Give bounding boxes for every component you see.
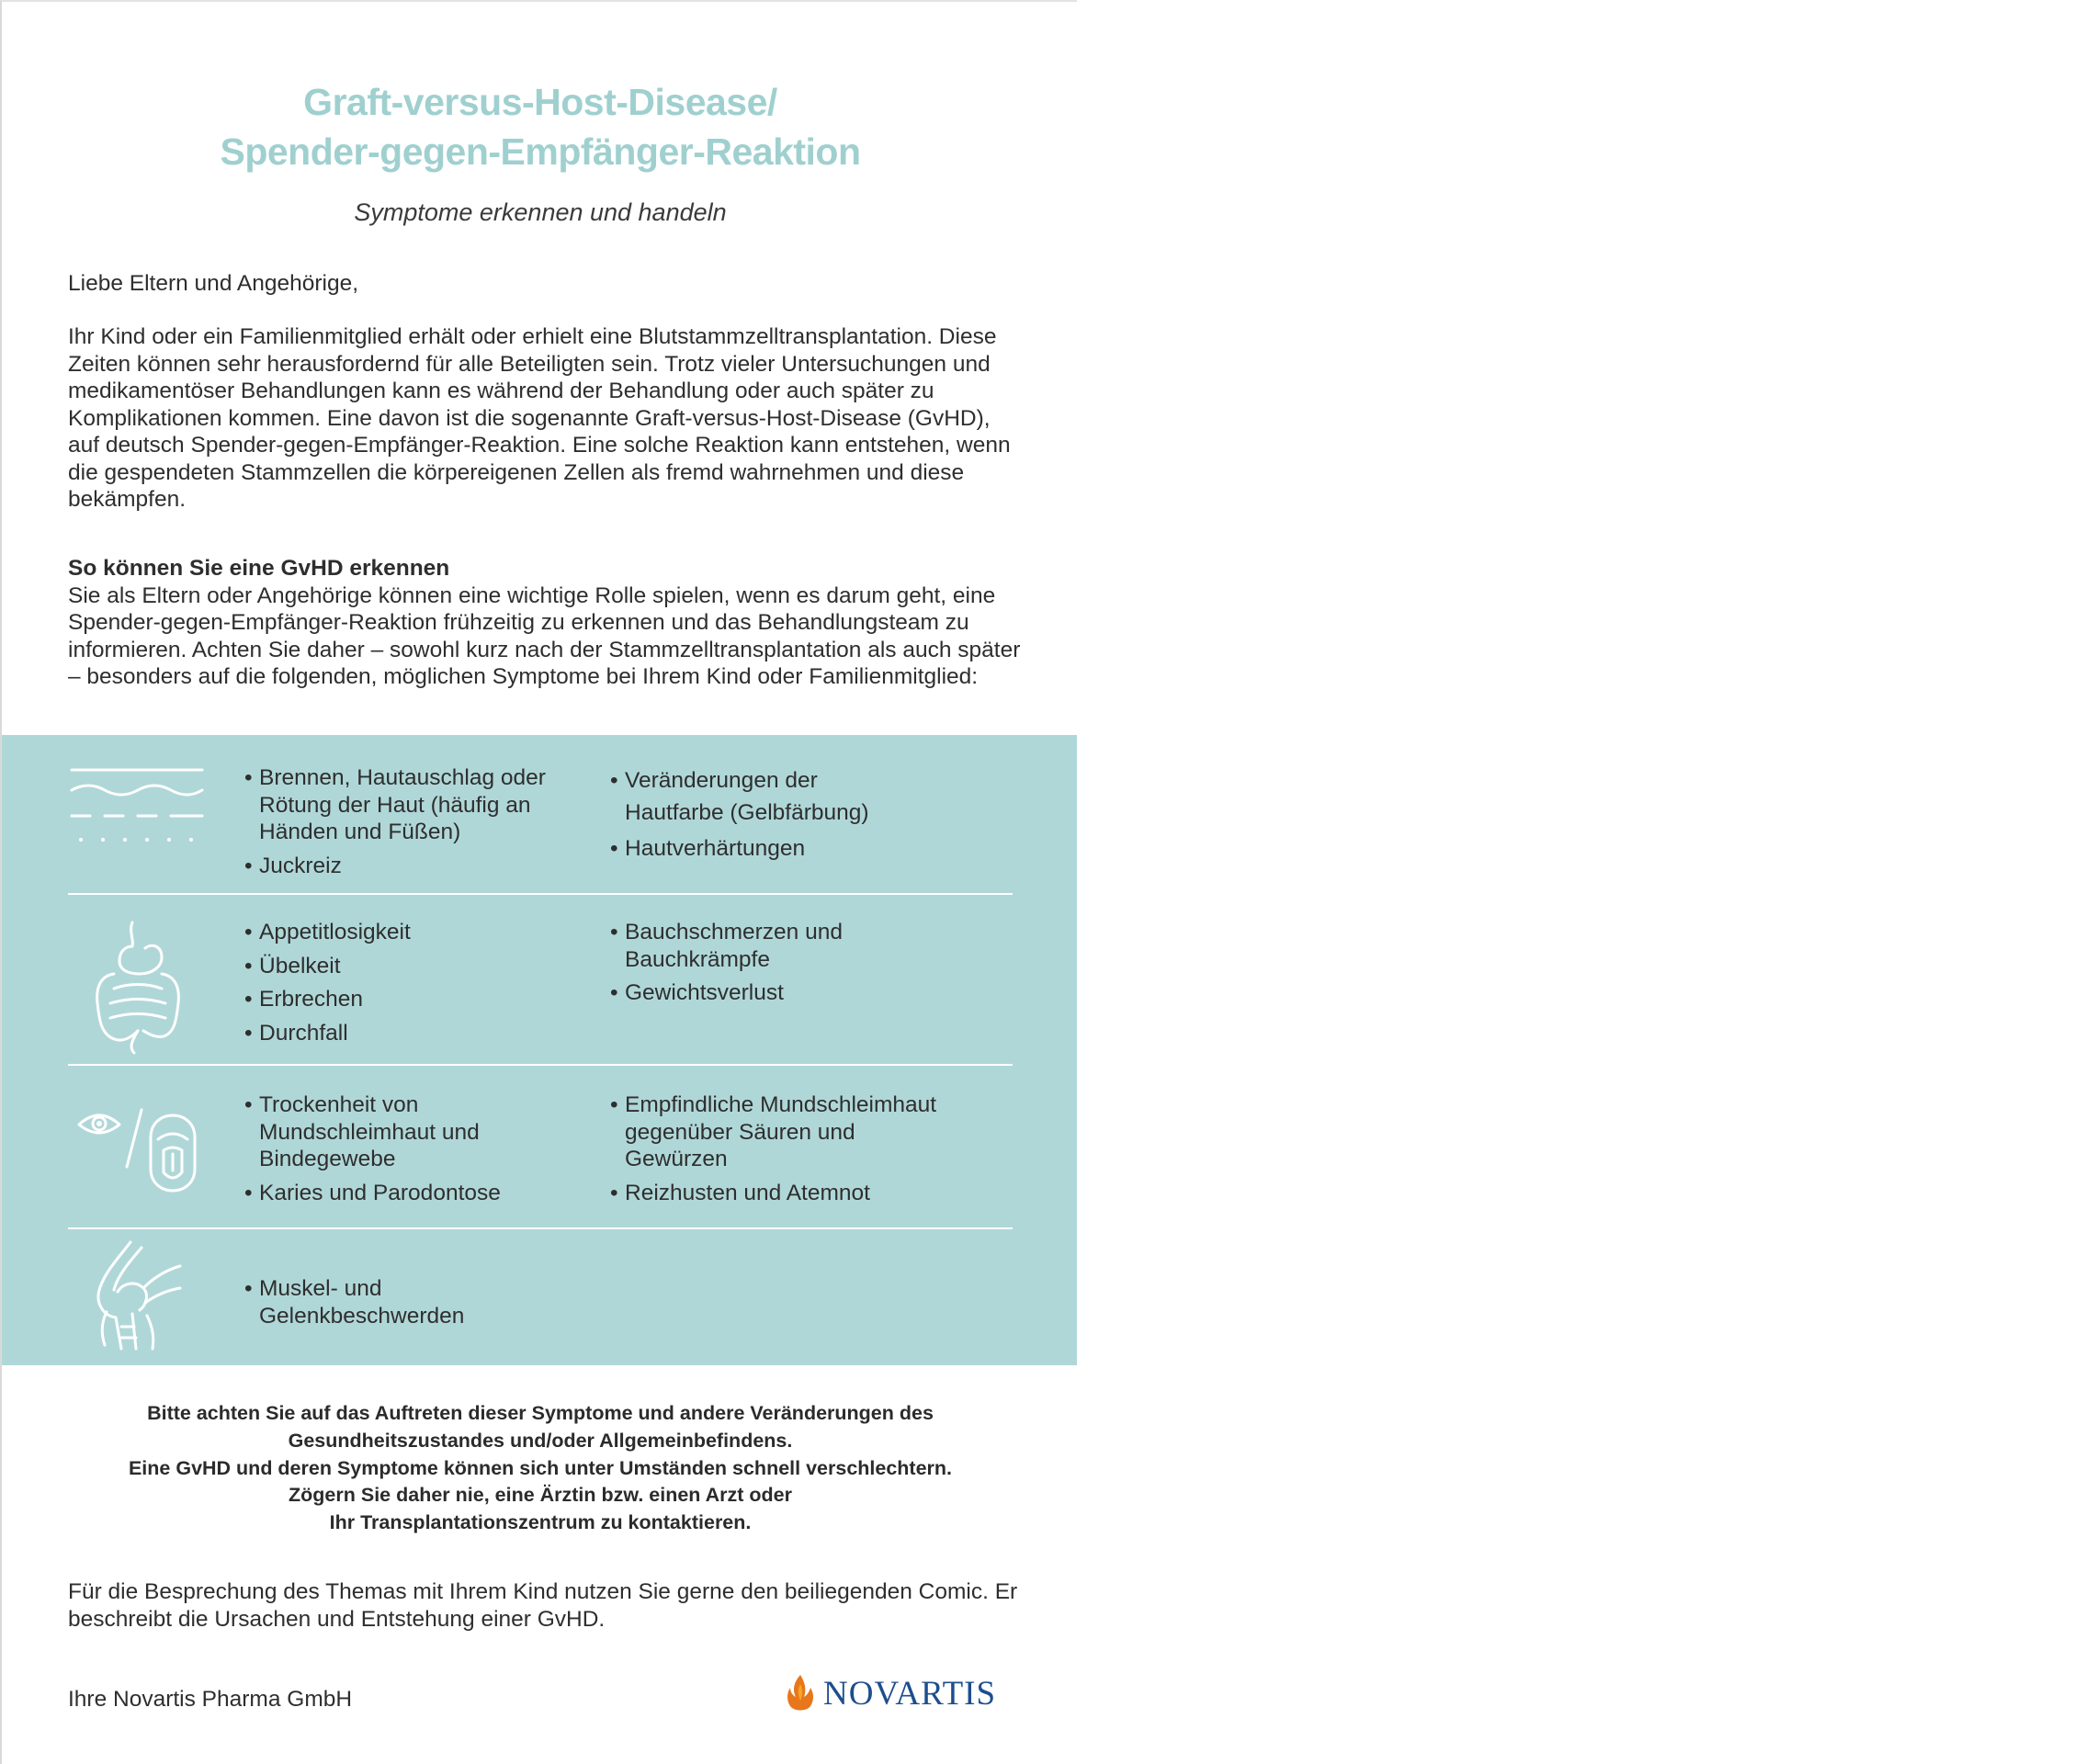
important-notice [57, 1400, 1024, 1537]
eye-mouth-symptoms-col1 [243, 1091, 601, 1213]
list-item: • Brennen, Hautauschlag oder Rötung der Haut (häufig an Händen und Füßen) [243, 764, 601, 846]
novartis-logo [785, 1672, 996, 1714]
list-item: • Hautverhärtungen [608, 835, 976, 863]
page-subtitle: Symptome erkennen und handeln [354, 198, 727, 226]
page-title [2, 77, 1079, 176]
list-item: • Durchfall [243, 1020, 601, 1047]
closing-paragraph: Für die Besprechung des Themas mit Ihrem Kind nutzen Sie gerne den beiliegenden Comic. Er beschreibt die Ursachen und Entstehung einer GvHD. [68, 1579, 1018, 1632]
list-item: • Veränderungen der Hautfarbe (Gelbfärbung) [608, 764, 900, 829]
list-item: • Reizhusten und Atemnot [608, 1180, 976, 1207]
row-divider [68, 893, 1013, 895]
list-item: • Erbrechen [243, 986, 601, 1013]
notice-line: Bitte achten Sie auf das Auftreten dieser Symptome und andere Veränderungen des [147, 1402, 934, 1424]
list-item: • Muskel- und Gelenkbeschwerden [243, 1275, 489, 1329]
list-item: • Gewichtsverlust [608, 979, 976, 1007]
list-item: • Übelkeit [243, 953, 601, 980]
list-item: • Karies und Parodontose [243, 1180, 601, 1207]
notice-line: Gesundheitszustandes und/oder Allgemeinbefindens. [288, 1429, 793, 1452]
title-line-2: Spender-gegen-Empfänger-Reaktion [220, 130, 861, 173]
logo-wordmark: NOVARTIS [823, 1674, 997, 1713]
intestine-symptoms-col1 [243, 919, 601, 1053]
greeting: Liebe Eltern und Angehörige, [68, 271, 359, 296]
row-divider [68, 1064, 1013, 1066]
skin-symptoms-col1 [243, 764, 601, 886]
skin-symptoms-col2 [608, 764, 976, 869]
eye-mouth-icon [75, 1104, 204, 1196]
list-item: • Bauchschmerzen und Bauchkrämpfe [608, 919, 900, 973]
recognize-text: Sie als Eltern oder Angehörige können eine wichtige Rolle spielen, wenn es darum geht, eine Spender-gegen-Empfänger-Reaktion frühzeitig zu erkennen und das Behandlungsteam zu informieren. Achten Sie daher – sowohl kurz nach der Stammzelltransplantation als auch später – besonders auf die folgenden, möglichen Symptome bei Ihrem Kind oder Familienmitglied: [68, 582, 1021, 689]
list-item: • Appetitlosigkeit [243, 919, 601, 946]
notice-line: Eine GvHD und deren Symptome können sich unter Umständen schnell verschlechtern. [128, 1456, 953, 1479]
list-item: • Empfindliche Mundschleimhaut gegenüber Säuren und Gewürzen [608, 1091, 956, 1173]
recognize-heading: So können Sie eine GvHD erkennen [68, 556, 450, 581]
joint-icon [94, 1238, 182, 1352]
joint-symptoms-col1 [243, 1275, 601, 1336]
flame-icon [785, 1673, 816, 1713]
intestine-symptoms-col2 [608, 919, 976, 1013]
skin-icon [68, 764, 206, 847]
recognize-section [68, 555, 1024, 691]
intestine-icon [92, 919, 184, 1055]
row-divider [68, 1227, 1013, 1229]
signature: Ihre Novartis Pharma GmbH [68, 1687, 353, 1712]
notice-line: Zögern Sie daher nie, eine Ärztin bzw. einen Arzt oder [289, 1484, 792, 1507]
list-item: • Trockenheit von Mundschleimhaut und Bindegewebe [243, 1091, 601, 1173]
list-item: • Juckreiz [243, 853, 601, 880]
intro-paragraph: Ihr Kind oder ein Familienmitglied erhält oder erhielt eine Blutstammzelltransplantation. Diese Zeiten können sehr herausfordernd für alle Beteiligten sein. Trotz vieler Untersuchungen und medikamentöser Behandlungen kann es während der Behandlung oder auch später zu Komplikationen kommen. Eine davon ist die sogenannte Graft-versus-Host-Disease (GvHD), auf deutsch Spender-gegen-Empfänger-Reaktion. Eine solche Reaktion kann entstehen, wenn die gespendeten Stammzellen die körpereigenen Zellen als fremd wahrnehmen und diese bekämpfen. [68, 324, 1011, 512]
notice-line: Ihr Transplantationszentrum zu kontaktieren. [329, 1511, 752, 1534]
title-line-1: Graft-versus-Host-Disease/ [303, 81, 777, 123]
symptom-panel [2, 735, 1077, 1365]
eye-mouth-symptoms-col2 [608, 1091, 976, 1213]
